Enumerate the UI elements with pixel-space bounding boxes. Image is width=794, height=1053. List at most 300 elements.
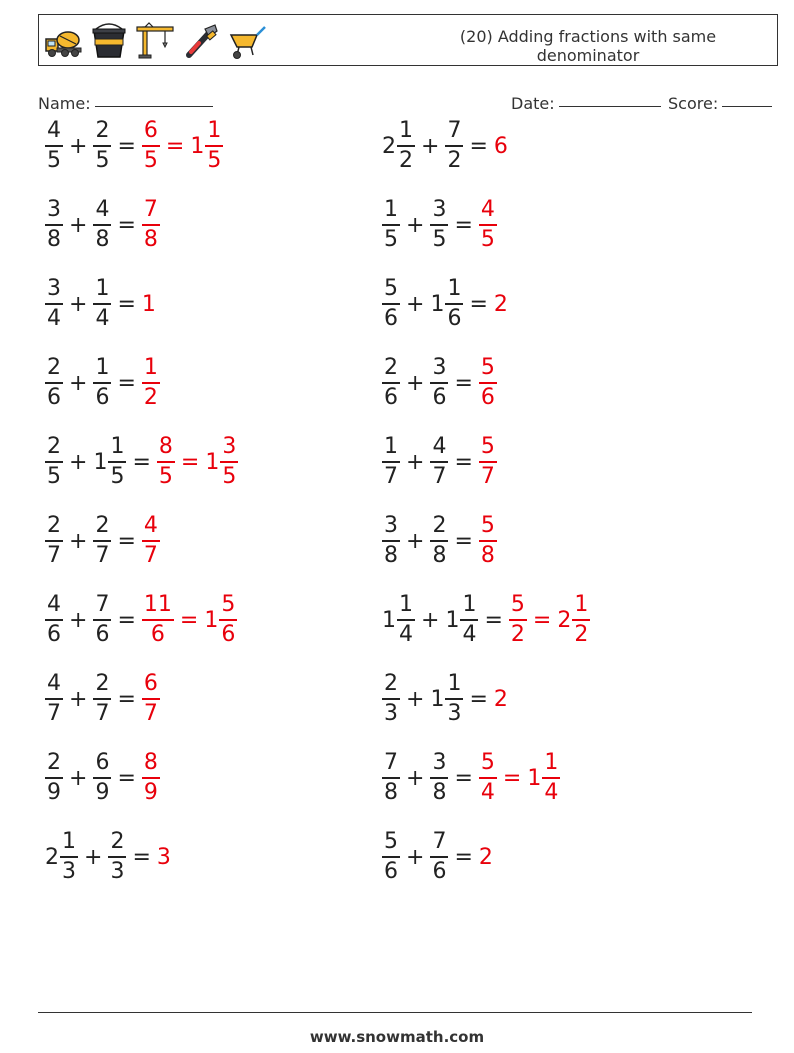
numerator: 4 bbox=[432, 434, 447, 459]
numerator: 2 bbox=[47, 513, 61, 538]
fraction-body bbox=[93, 277, 111, 331]
fraction bbox=[108, 830, 126, 884]
fraction-body bbox=[430, 356, 448, 410]
fraction-bar bbox=[108, 856, 126, 858]
plus-sign: + bbox=[69, 133, 88, 159]
answer-mixed-number bbox=[204, 593, 237, 647]
fraction-body bbox=[445, 672, 463, 726]
plus-sign: + bbox=[69, 370, 88, 396]
problem-item bbox=[45, 197, 160, 253]
numerator: 1 bbox=[574, 592, 589, 617]
numerator: 1 bbox=[110, 434, 125, 459]
fraction-bar bbox=[93, 698, 111, 700]
equals-sign: = bbox=[132, 844, 151, 870]
answer-fraction bbox=[142, 356, 160, 410]
equals-sign: = bbox=[117, 686, 136, 712]
mixed-number bbox=[382, 119, 415, 173]
fraction-body bbox=[45, 514, 63, 568]
fraction-body bbox=[45, 119, 63, 173]
equals-sign: = bbox=[454, 449, 473, 475]
mixed-number bbox=[45, 830, 78, 884]
fraction-bar bbox=[45, 303, 63, 305]
fraction-bar bbox=[45, 382, 63, 384]
denominator: 4 bbox=[47, 306, 61, 331]
fraction-bar bbox=[93, 382, 111, 384]
equals-sign: = bbox=[454, 765, 473, 791]
numerator: 4 bbox=[47, 592, 61, 617]
answer-mixed-number bbox=[190, 119, 223, 173]
fraction-body bbox=[542, 751, 560, 805]
numerator: 3 bbox=[432, 750, 447, 775]
plus-sign: + bbox=[69, 528, 88, 554]
denominator: 8 bbox=[47, 227, 61, 252]
numerator: 8 bbox=[158, 434, 173, 459]
fraction-bar bbox=[382, 382, 400, 384]
numerator: 5 bbox=[480, 434, 495, 459]
fraction-bar bbox=[142, 777, 160, 779]
fraction bbox=[93, 277, 111, 331]
fraction bbox=[382, 198, 400, 252]
denominator: 4 bbox=[399, 622, 413, 647]
equals-sign: = bbox=[132, 449, 151, 475]
numerator: 3 bbox=[222, 434, 237, 459]
fraction bbox=[382, 672, 400, 726]
denominator: 6 bbox=[95, 385, 110, 410]
fraction-body bbox=[93, 593, 111, 647]
denominator: 3 bbox=[110, 859, 125, 884]
equals-sign: = bbox=[117, 528, 136, 554]
answer-integer: 2 bbox=[493, 291, 508, 317]
whole-part: 1 bbox=[445, 607, 460, 633]
fraction-body bbox=[219, 593, 237, 647]
fraction bbox=[382, 277, 400, 331]
fraction-body bbox=[382, 514, 400, 568]
numerator: 1 bbox=[544, 750, 559, 775]
fraction-bar bbox=[479, 461, 497, 463]
plus-sign: + bbox=[84, 844, 103, 870]
denominator: 2 bbox=[447, 148, 462, 173]
fraction-body bbox=[430, 830, 448, 884]
numerator: 2 bbox=[95, 513, 110, 538]
fraction-bar bbox=[45, 777, 63, 779]
fraction-bar bbox=[205, 145, 223, 147]
denominator: 7 bbox=[95, 701, 110, 726]
problem-item bbox=[45, 118, 223, 174]
fraction bbox=[93, 119, 111, 173]
fraction-bar bbox=[108, 461, 126, 463]
problem-item bbox=[382, 434, 497, 490]
answer-fraction bbox=[157, 435, 175, 489]
fraction bbox=[382, 435, 400, 489]
date-label: Date: bbox=[511, 94, 555, 113]
denominator: 5 bbox=[95, 148, 110, 173]
mixed-number bbox=[445, 593, 478, 647]
fraction-bar bbox=[142, 540, 160, 542]
plus-sign: + bbox=[69, 607, 88, 633]
plus-sign: + bbox=[69, 449, 88, 475]
worksheet-header bbox=[38, 14, 778, 66]
denominator: 6 bbox=[384, 859, 398, 884]
denominator: 5 bbox=[384, 227, 398, 252]
denominator: 5 bbox=[222, 464, 237, 489]
mixed-number bbox=[430, 672, 463, 726]
numerator: 4 bbox=[143, 513, 158, 538]
denominator: 8 bbox=[143, 227, 158, 252]
fraction-body bbox=[142, 356, 160, 410]
denominator: 8 bbox=[384, 543, 398, 568]
wheelbarrow-icon bbox=[227, 21, 267, 61]
fraction-bar bbox=[460, 619, 478, 621]
fraction bbox=[430, 356, 448, 410]
numerator: 2 bbox=[95, 118, 110, 143]
fraction bbox=[430, 198, 448, 252]
denominator: 6 bbox=[150, 622, 165, 647]
answer-integer: 2 bbox=[478, 844, 493, 870]
numerator: 2 bbox=[47, 355, 61, 380]
fraction bbox=[93, 593, 111, 647]
denominator: 9 bbox=[47, 780, 61, 805]
problem-item bbox=[45, 276, 156, 332]
denominator: 4 bbox=[544, 780, 559, 805]
fraction bbox=[45, 593, 63, 647]
numerator: 5 bbox=[510, 592, 525, 617]
fraction-body bbox=[157, 435, 175, 489]
problem-item bbox=[45, 829, 171, 885]
fraction-bar bbox=[93, 619, 111, 621]
numerator: 1 bbox=[399, 592, 413, 617]
denominator: 2 bbox=[399, 148, 413, 173]
numerator: 4 bbox=[47, 671, 61, 696]
fraction bbox=[45, 277, 63, 331]
fraction bbox=[382, 830, 400, 884]
fraction-bar bbox=[157, 461, 175, 463]
fraction-bar bbox=[45, 224, 63, 226]
fraction-bar bbox=[45, 698, 63, 700]
fraction-body bbox=[45, 751, 63, 805]
fraction-bar bbox=[382, 777, 400, 779]
problem-item bbox=[382, 355, 497, 411]
fraction bbox=[45, 119, 63, 173]
numerator: 2 bbox=[110, 829, 125, 854]
fraction-bar bbox=[397, 145, 415, 147]
problem-item bbox=[45, 592, 237, 648]
numerator: 4 bbox=[95, 197, 110, 222]
problem-item bbox=[45, 671, 160, 727]
answer-integer: 6 bbox=[493, 133, 508, 159]
numerator: 1 bbox=[399, 118, 413, 143]
problem-item bbox=[382, 829, 493, 885]
numerator: 7 bbox=[95, 592, 110, 617]
fraction-bar bbox=[142, 619, 174, 621]
denominator: 6 bbox=[221, 622, 236, 647]
fraction-body bbox=[479, 514, 497, 568]
fraction-bar bbox=[445, 698, 463, 700]
numerator: 3 bbox=[432, 355, 447, 380]
whole-part: 1 bbox=[430, 291, 445, 317]
fraction-body bbox=[93, 198, 111, 252]
numerator: 1 bbox=[384, 197, 398, 222]
plus-sign: + bbox=[69, 291, 88, 317]
denominator: 7 bbox=[143, 701, 158, 726]
fraction-bar bbox=[430, 224, 448, 226]
denominator: 4 bbox=[480, 780, 495, 805]
fraction bbox=[445, 119, 463, 173]
fraction bbox=[45, 672, 63, 726]
denominator: 9 bbox=[143, 780, 158, 805]
fraction-body bbox=[479, 198, 497, 252]
mixed-number bbox=[93, 435, 126, 489]
fraction bbox=[93, 198, 111, 252]
fraction-bar bbox=[430, 856, 448, 858]
fraction-body bbox=[397, 593, 415, 647]
footer-divider bbox=[38, 1012, 752, 1013]
numerator: 4 bbox=[47, 118, 61, 143]
equals-sign: = bbox=[180, 449, 200, 475]
fraction-bar bbox=[219, 619, 237, 621]
fraction bbox=[93, 356, 111, 410]
equals-sign: = bbox=[454, 528, 473, 554]
fraction bbox=[93, 514, 111, 568]
fraction-bar bbox=[93, 303, 111, 305]
equals-sign: = bbox=[454, 212, 473, 238]
denominator: 6 bbox=[47, 385, 61, 410]
denominator: 6 bbox=[95, 622, 110, 647]
fraction bbox=[93, 672, 111, 726]
numerator: 5 bbox=[480, 750, 495, 775]
denominator: 4 bbox=[95, 306, 110, 331]
fraction-body bbox=[142, 593, 174, 647]
fraction-body bbox=[382, 672, 400, 726]
fraction-body bbox=[108, 830, 126, 884]
fraction-bar bbox=[479, 224, 497, 226]
denominator: 7 bbox=[143, 543, 158, 568]
denominator: 9 bbox=[95, 780, 110, 805]
whole-part: 1 bbox=[205, 449, 220, 475]
denominator: 8 bbox=[432, 543, 447, 568]
fraction-bar bbox=[382, 856, 400, 858]
date-field bbox=[511, 94, 661, 113]
fraction bbox=[382, 751, 400, 805]
fraction-bar bbox=[479, 382, 497, 384]
denominator: 5 bbox=[110, 464, 125, 489]
denominator: 2 bbox=[143, 385, 158, 410]
fraction-bar bbox=[397, 619, 415, 621]
problem-item bbox=[45, 434, 238, 490]
answer-fraction bbox=[142, 672, 160, 726]
fraction bbox=[45, 356, 63, 410]
fraction-body bbox=[45, 277, 63, 331]
fraction-bar bbox=[479, 777, 497, 779]
cement-mixer-truck-icon bbox=[43, 21, 83, 61]
denominator: 6 bbox=[447, 306, 462, 331]
numerator: 1 bbox=[462, 592, 477, 617]
equals-sign: = bbox=[469, 686, 488, 712]
answer-mixed-number bbox=[527, 751, 560, 805]
plus-sign: + bbox=[406, 686, 425, 712]
numerator: 5 bbox=[480, 355, 495, 380]
fraction-body bbox=[479, 751, 497, 805]
denominator: 8 bbox=[95, 227, 110, 252]
denominator: 7 bbox=[432, 464, 447, 489]
fraction-body bbox=[382, 435, 400, 489]
fraction-bar bbox=[45, 145, 63, 147]
fraction-bar bbox=[382, 698, 400, 700]
denominator: 7 bbox=[480, 464, 495, 489]
numerator: 7 bbox=[384, 750, 398, 775]
answer-mixed-number bbox=[557, 593, 590, 647]
plus-sign: + bbox=[406, 212, 425, 238]
answer-integer: 3 bbox=[156, 844, 171, 870]
denominator: 7 bbox=[47, 543, 61, 568]
fraction-bar bbox=[93, 224, 111, 226]
numerator: 2 bbox=[384, 355, 398, 380]
fraction-bar bbox=[93, 777, 111, 779]
numerator: 3 bbox=[432, 197, 447, 222]
fraction-bar bbox=[509, 619, 527, 621]
numerator: 1 bbox=[447, 671, 462, 696]
equals-sign: = bbox=[117, 370, 136, 396]
fraction-body bbox=[45, 672, 63, 726]
fraction bbox=[45, 514, 63, 568]
fraction-body bbox=[142, 751, 160, 805]
numerator: 5 bbox=[384, 276, 398, 301]
denominator: 5 bbox=[143, 148, 158, 173]
numerator: 4 bbox=[480, 197, 495, 222]
problem-item bbox=[382, 513, 497, 569]
plus-sign: + bbox=[406, 370, 425, 396]
equals-sign: = bbox=[484, 607, 503, 633]
problem-item bbox=[45, 355, 160, 411]
score-label: Score: bbox=[668, 94, 719, 113]
denominator: 8 bbox=[480, 543, 495, 568]
numerator: 6 bbox=[143, 671, 158, 696]
numerator: 7 bbox=[432, 829, 447, 854]
score-field bbox=[668, 94, 772, 113]
denominator: 2 bbox=[574, 622, 589, 647]
fraction-bar bbox=[93, 145, 111, 147]
equals-sign: = bbox=[117, 133, 136, 159]
denominator: 7 bbox=[47, 701, 61, 726]
answer-fraction bbox=[509, 593, 527, 647]
fraction-bar bbox=[382, 540, 400, 542]
whole-part: 1 bbox=[430, 686, 445, 712]
plus-sign: + bbox=[406, 844, 425, 870]
denominator: 5 bbox=[47, 464, 61, 489]
fraction-bar bbox=[142, 698, 160, 700]
denominator: 3 bbox=[384, 701, 398, 726]
answer-fraction bbox=[142, 119, 160, 173]
score-line bbox=[722, 106, 772, 107]
fraction-body bbox=[205, 119, 223, 173]
equals-sign: = bbox=[117, 765, 136, 791]
problem-item bbox=[382, 118, 508, 174]
denominator: 6 bbox=[432, 385, 447, 410]
numerator: 2 bbox=[47, 434, 61, 459]
numerator: 5 bbox=[480, 513, 495, 538]
numerator: 11 bbox=[143, 592, 172, 617]
fraction bbox=[382, 514, 400, 568]
answer-fraction bbox=[142, 198, 160, 252]
plus-sign: + bbox=[406, 765, 425, 791]
fraction-bar bbox=[382, 224, 400, 226]
fraction-body bbox=[220, 435, 238, 489]
denominator: 5 bbox=[480, 227, 495, 252]
plus-sign: + bbox=[406, 528, 425, 554]
answer-fraction bbox=[479, 435, 497, 489]
fraction-bar bbox=[142, 382, 160, 384]
fraction-body bbox=[382, 277, 400, 331]
fraction-body bbox=[397, 119, 415, 173]
plus-sign: + bbox=[69, 686, 88, 712]
fraction bbox=[45, 751, 63, 805]
fraction-body bbox=[93, 356, 111, 410]
fraction bbox=[45, 435, 63, 489]
fraction bbox=[430, 435, 448, 489]
numerator: 7 bbox=[143, 197, 158, 222]
denominator: 5 bbox=[432, 227, 447, 252]
answer-fraction bbox=[142, 593, 174, 647]
fraction-body bbox=[382, 751, 400, 805]
whole-part: 2 bbox=[45, 844, 59, 870]
denominator: 6 bbox=[432, 859, 447, 884]
fraction-body bbox=[93, 751, 111, 805]
fraction-body bbox=[430, 751, 448, 805]
numerator: 2 bbox=[47, 750, 61, 775]
denominator: 7 bbox=[384, 464, 398, 489]
fraction-body bbox=[572, 593, 590, 647]
denominator: 5 bbox=[158, 464, 173, 489]
equals-sign: = bbox=[117, 291, 136, 317]
equals-sign: = bbox=[179, 607, 199, 633]
answer-integer: 1 bbox=[141, 291, 156, 317]
answer-fraction bbox=[142, 514, 160, 568]
whole-part: 1 bbox=[527, 765, 542, 791]
numerator: 6 bbox=[95, 750, 110, 775]
fraction-bar bbox=[445, 145, 463, 147]
denominator: 6 bbox=[480, 385, 495, 410]
denominator: 6 bbox=[47, 622, 61, 647]
fraction-body bbox=[45, 435, 63, 489]
fraction-body bbox=[460, 593, 478, 647]
equals-sign: = bbox=[117, 212, 136, 238]
plus-sign: + bbox=[406, 449, 425, 475]
numerator: 3 bbox=[384, 513, 398, 538]
fraction bbox=[45, 198, 63, 252]
mixed-number bbox=[382, 593, 415, 647]
fraction-body bbox=[430, 435, 448, 489]
fraction-bar bbox=[142, 145, 160, 147]
numerator: 1 bbox=[95, 276, 110, 301]
fraction-body bbox=[45, 198, 63, 252]
numerator: 2 bbox=[384, 671, 398, 696]
plus-sign: + bbox=[421, 133, 440, 159]
fraction-body bbox=[142, 198, 160, 252]
numerator: 1 bbox=[447, 276, 462, 301]
numerator: 5 bbox=[384, 829, 398, 854]
fraction-bar bbox=[430, 461, 448, 463]
whole-part: 1 bbox=[190, 133, 205, 159]
fraction-bar bbox=[382, 461, 400, 463]
fraction-bar bbox=[430, 777, 448, 779]
equals-sign: = bbox=[532, 607, 552, 633]
fraction-bar bbox=[479, 540, 497, 542]
equals-sign: = bbox=[454, 370, 473, 396]
denominator: 8 bbox=[432, 780, 447, 805]
problem-item bbox=[382, 276, 508, 332]
fraction-body bbox=[479, 356, 497, 410]
answer-fraction bbox=[479, 751, 497, 805]
whole-part: 2 bbox=[557, 607, 572, 633]
